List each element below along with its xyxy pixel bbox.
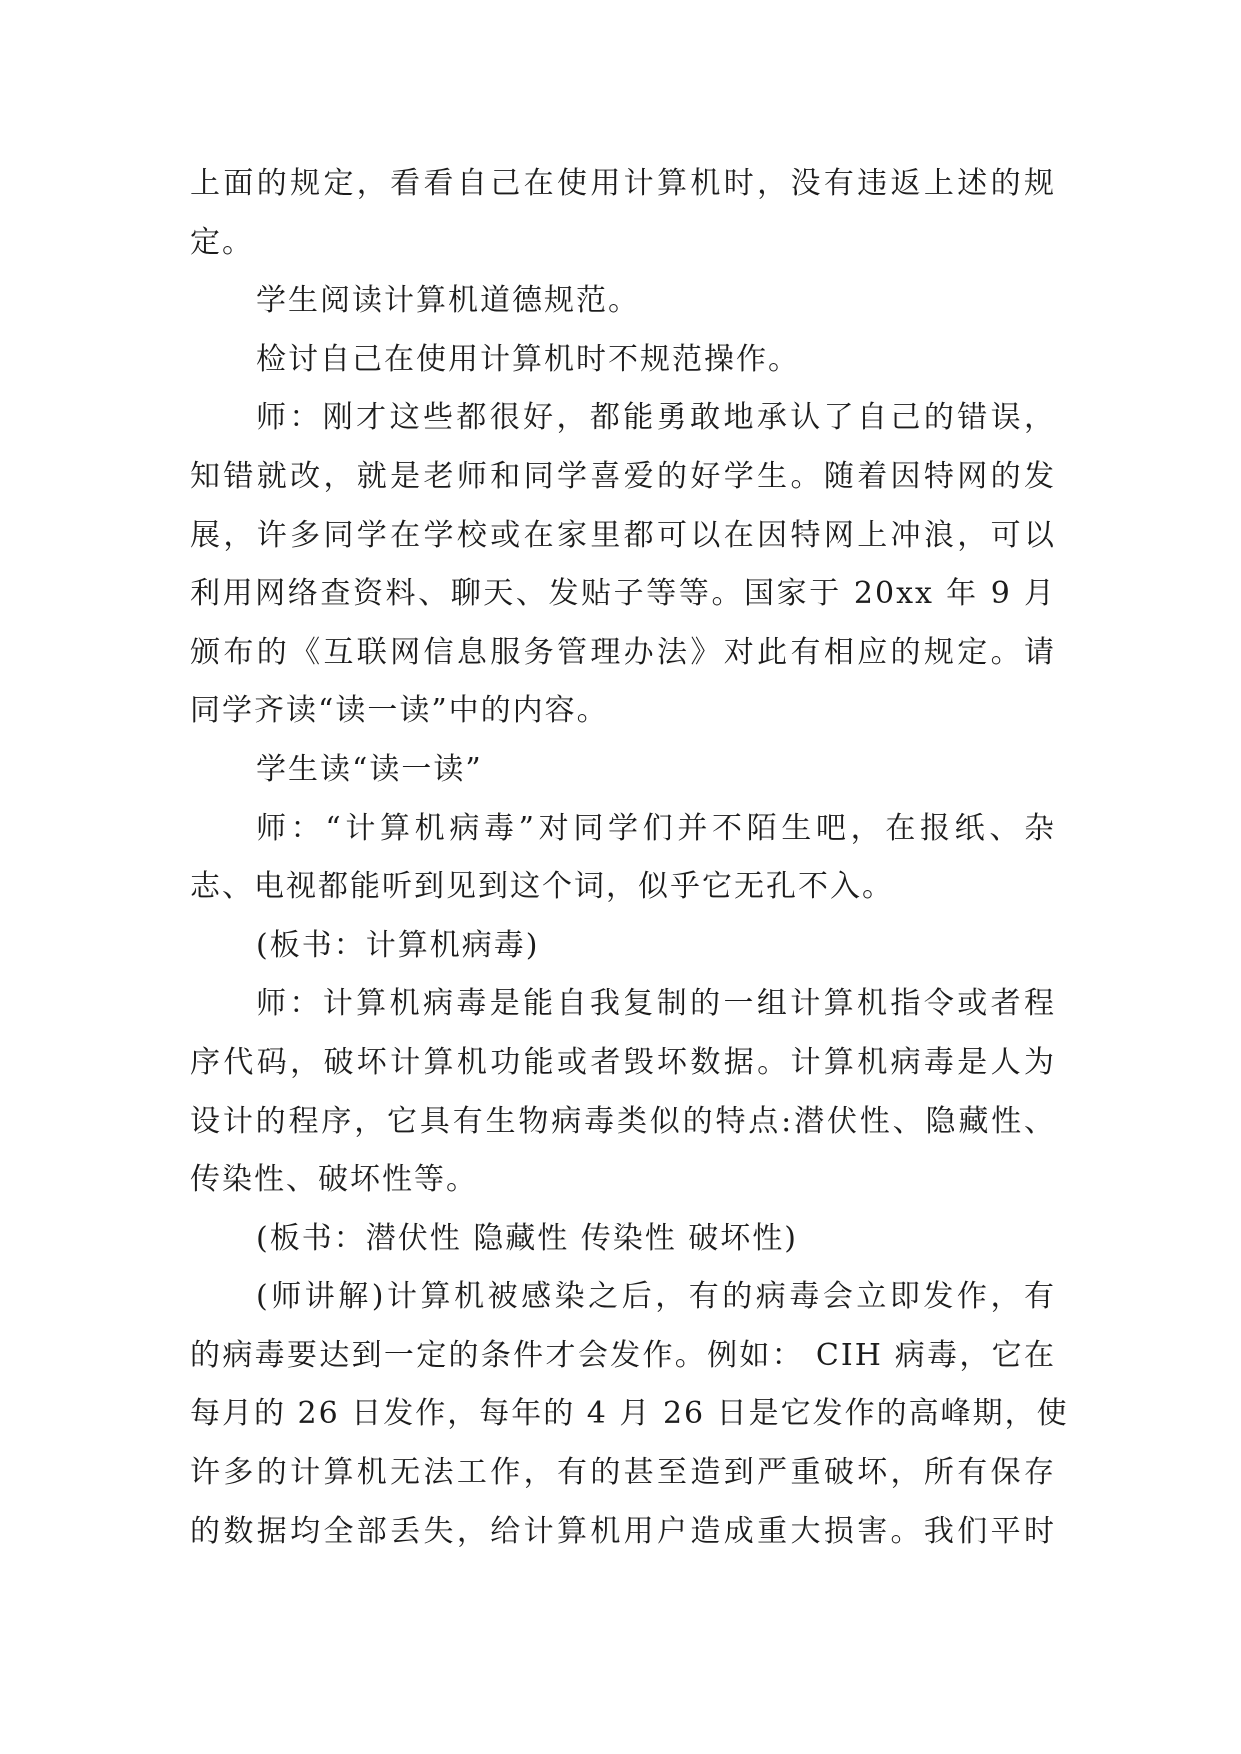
text-line: 利用网络查资料、聊天、发贴子等等。国家于 20xx 年 9 月 [190, 576, 1056, 612]
paragraph [190, 272, 1056, 331]
text-line: 的数据均全部丢失，给计算机用户造成重大损害。我们平时 [190, 1513, 1056, 1549]
text-line: 学生读“读一读” [256, 751, 483, 787]
text-line: 许多的计算机无法工作，有的甚至造到严重破坏，所有保存 [190, 1455, 1056, 1491]
text-line: 师：刚才这些都很好，都能勇敢地承认了自己的错误， [256, 400, 1056, 436]
text-line: 的病毒要达到一定的条件才会发作。例如： CIH 病毒，它在 [190, 1337, 1056, 1373]
text-line: 师：“计算机病毒”对同学们并不陌生吧，在报纸、杂 [256, 810, 1056, 846]
text-line: 师：计算机病毒是能自我复制的一组计算机指令或者程 [256, 986, 1056, 1022]
paragraph [190, 1210, 1056, 1269]
text-line: 定。 [190, 224, 254, 260]
paragraph [190, 800, 1056, 917]
text-line: 上面的规定，看看自己在使用计算机时，没有违返上述的规 [190, 166, 1056, 201]
paragraph [190, 389, 1056, 741]
paragraph [190, 917, 1056, 976]
text-line: (师讲解)计算机被感染之后，有的病毒会立即发作，有 [256, 1279, 1056, 1315]
text-line: 序代码，破坏计算机功能或者毁坏数据。计算机病毒是人为 [190, 1044, 1056, 1080]
text-line: 同学齐读“读一读”中的内容。 [190, 693, 609, 729]
text-line: 展，许多同学在学校或在家里都可以在因特网上冲浪，可以 [190, 517, 1056, 553]
text-line: 传染性、破坏性等。 [190, 1162, 478, 1198]
text-line: 颁布的《互联网信息服务管理办法》对此有相应的规定。请 [190, 634, 1056, 670]
document-body [190, 155, 1069, 1561]
text-line: 每月的 26 日发作，每年的 4 月 26 日是它发作的高峰期，使 [190, 1396, 1069, 1432]
paragraph [190, 155, 1056, 272]
paragraph [190, 331, 1056, 390]
paragraph [190, 741, 1056, 800]
text-line: 设计的程序，它具有生物病毒类似的特点:潜伏性、隐藏性、 [190, 1103, 1056, 1139]
text-line: 志、电视都能听到见到这个词，似乎它无孔不入。 [190, 869, 894, 905]
paragraph [190, 1268, 1069, 1561]
text-line: 知错就改，就是老师和同学喜爱的好学生。随着因特网的发 [190, 458, 1056, 494]
text-line: (板书：潜伏性 隐藏性 传染性 破坏性) [256, 1220, 799, 1256]
text-line: 学生阅读计算机道德规范。 [256, 283, 640, 319]
text-line: (板书：计算机病毒) [256, 927, 540, 963]
paragraph [190, 975, 1056, 1209]
text-line: 检讨自己在使用计算机时不规范操作。 [256, 341, 800, 377]
